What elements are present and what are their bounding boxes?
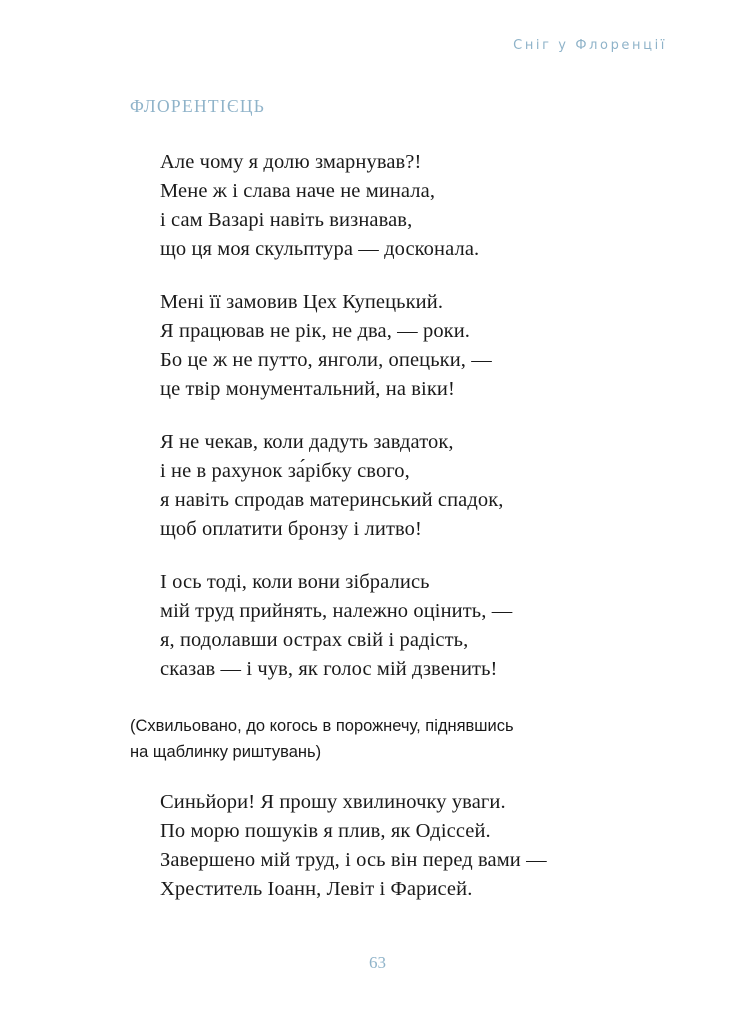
verse-line: сказав — і чув, як голос мій дзвенить! xyxy=(160,658,498,680)
stage-direction-line: на щаблинку риштувань) xyxy=(130,743,322,761)
verse-line: і сам Вазарі навіть визнавав, xyxy=(160,209,413,231)
verse-line: щоб оплатити бронзу і литво! xyxy=(160,518,422,540)
verse-line: Я не чекав, коли дадуть завдаток, xyxy=(160,431,454,453)
running-title: Сніг у Флоренції xyxy=(513,38,667,53)
verse-line: це твір монументальний, на віки! xyxy=(160,378,455,400)
verse-line: Але чому я долю змарнував?! xyxy=(160,151,422,173)
verse-line: І ось тоді, коли вони зібрались xyxy=(160,571,430,593)
verse-line: Хреститель Іоанн, Левіт і Фарисей. xyxy=(160,878,473,900)
stanza-5 xyxy=(160,788,630,904)
verse-line: я, подолавши острах свій і радість, xyxy=(160,629,469,651)
verse-line: Мене ж і слава наче не минала, xyxy=(160,180,436,202)
verse-line: По морю пошуків я плив, як Одіссей. xyxy=(160,820,491,842)
verse-line: мій труд прийнять, належно оцінить, — xyxy=(160,600,513,622)
verse-line: Синьйори! Я прошу хвилиночку уваги. xyxy=(160,791,506,813)
verse-line: Завершено мій труд, і ось він перед вами — xyxy=(160,849,547,871)
stage-direction-line: (Схвильовано, до когось в порожнечу, піднявшись xyxy=(130,717,514,735)
speaker-name: ФЛОРЕНТІЄЦЬ xyxy=(130,96,266,116)
verse-line: Бо це ж не путто, янголи, опецьки, — xyxy=(160,349,492,371)
verse-line: що ця моя скульптура — досконала. xyxy=(160,238,480,260)
verse-line: я навіть спродав материнський спадок, xyxy=(160,489,504,511)
stanza-2 xyxy=(160,288,630,404)
stanza-1 xyxy=(160,148,630,264)
page-number: 63 xyxy=(369,953,386,972)
verse-line: Я працював не рік, не два, — роки. xyxy=(160,320,471,342)
verse-line: і не в рахунок за́рібку свого, xyxy=(160,460,410,482)
stanza-3 xyxy=(160,428,630,544)
stanza-4 xyxy=(160,568,630,684)
verse-line: Мені її замовив Цех Купецький. xyxy=(160,291,444,313)
stage-direction xyxy=(130,713,650,765)
